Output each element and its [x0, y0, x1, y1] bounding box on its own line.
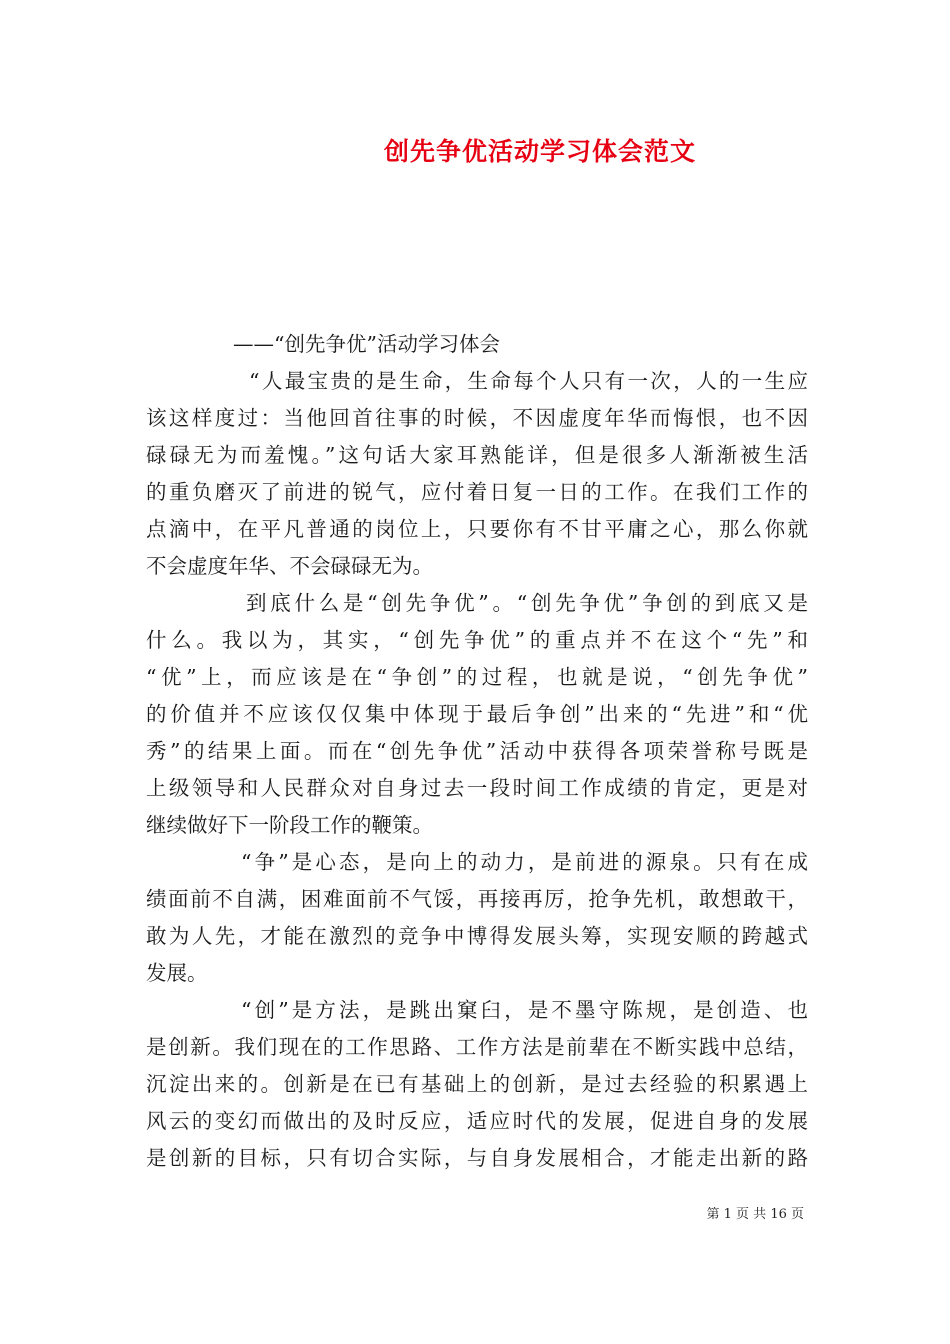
- paragraph-line: 秀”的结果上面。而在“创先争优”活动中获得各项荣誉称号既是: [146, 739, 808, 763]
- paragraph-2: [146, 585, 808, 844]
- paragraph-line: 点滴中，在平凡普通的岗位上，只要你有不甘平庸之心，那么你就: [146, 517, 808, 541]
- paragraph-line: “优”上，而应该是在“争创”的过程，也就是说，“创先争优”: [146, 665, 808, 689]
- document-body: [146, 326, 808, 1177]
- paragraph-3: [146, 844, 808, 992]
- document-subtitle: ——“创先争优”活动学习体会: [233, 332, 500, 356]
- paragraph-line: 该这样度过：当他回首往事的时候，不因虚度年华而悔恨，也不因: [146, 406, 808, 430]
- paragraph-line: 绩面前不自满，困难面前不气馁，再接再厉，抢争先机，敢想敢干，: [146, 887, 808, 911]
- paragraph-line: 是创新的目标，只有切合实际，与自身发展相合，才能走出新的路: [146, 1146, 808, 1170]
- paragraph-line: 风云的变幻而做出的及时反应，适应时代的发展，促进自身的发展: [146, 1109, 808, 1133]
- paragraph-line: 沉淀出来的。创新是在已有基础上的创新，是过去经验的积累遇上: [146, 1072, 808, 1096]
- paragraph-line: “创”是方法，是跳出窠臼，是不墨守陈规，是创造、也: [241, 998, 808, 1022]
- paragraph-line: 碌碌无为而羞愧。”这句话大家耳熟能详，但是很多人渐渐被生活: [146, 443, 808, 467]
- document-title: 创先争优活动学习体会范文: [383, 137, 696, 166]
- paragraph-4: [146, 992, 808, 1177]
- paragraph-line: 到底什么是“创先争优”。“创先争优”争创的到底又是: [246, 591, 808, 615]
- paragraph-line: 不会虚度年华、不会碌碌无为。: [146, 554, 433, 578]
- page-number: 第 1 页 共 16 页: [706, 1207, 804, 1222]
- paragraph-line: 上级领导和人民群众对自身过去一段时间工作成绩的肯定，更是对: [146, 776, 808, 800]
- paragraph-line: 继续做好下一阶段工作的鞭策。: [146, 813, 433, 837]
- paragraph-line: 什么。我以为，其实，“创先争优”的重点并不在这个“先”和: [146, 628, 808, 652]
- paragraph-line: “人最宝贵的是生命，生命每个人只有一次，人的一生应: [249, 369, 808, 393]
- paragraph-line: 发展。: [146, 961, 208, 985]
- paragraph-line: 的重负磨灭了前进的锐气，应付着日复一日的工作。在我们工作的: [146, 480, 808, 504]
- paragraph-line: 是创新。我们现在的工作思路、工作方法是前辈在不断实践中总结，: [146, 1035, 808, 1059]
- paragraph-line: “争”是心态，是向上的动力，是前进的源泉。只有在成: [241, 850, 808, 874]
- paragraph-1: [146, 363, 808, 585]
- paragraph-line: 敢为人先，才能在激烈的竞争中博得发展头筹，实现安顺的跨越式: [146, 924, 808, 948]
- paragraph-line: 的价值并不应该仅仅集中体现于最后争创”出来的“先进”和“优: [146, 702, 808, 726]
